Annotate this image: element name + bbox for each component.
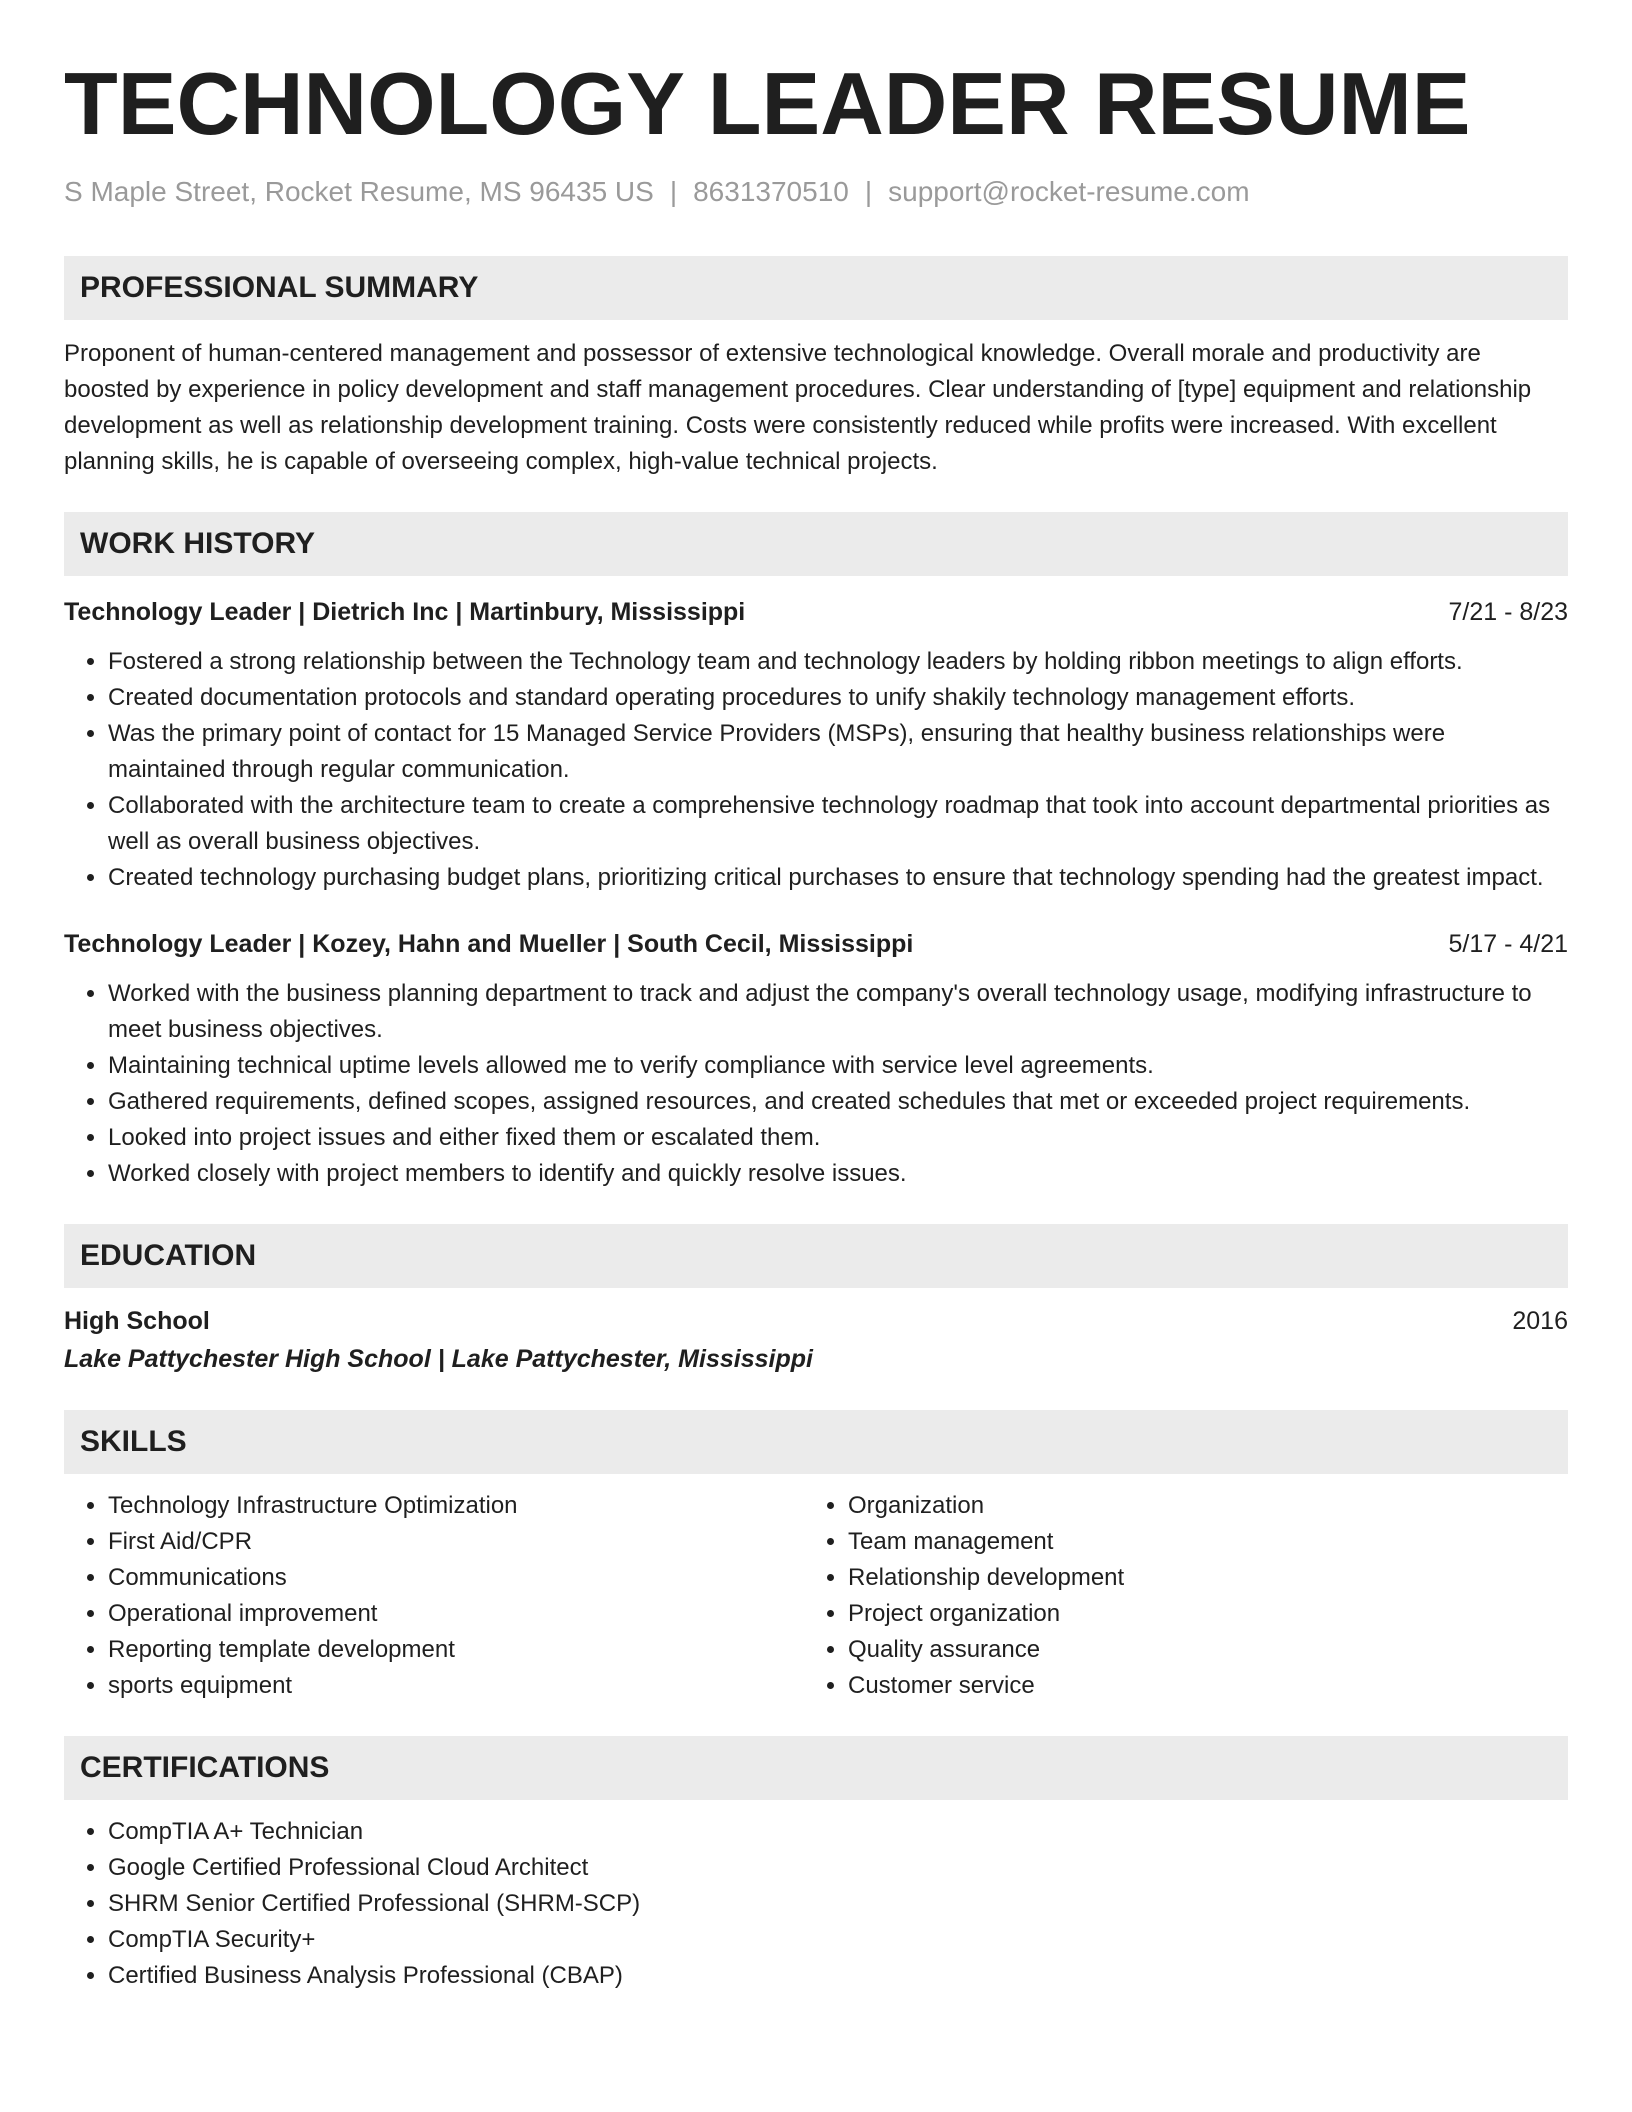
section-heading-summary: PROFESSIONAL SUMMARY [64,256,1568,320]
certification-item: • Google Certified Professional Cloud Architect [108,1850,1568,1886]
contact-address: S Maple Street, Rocket Resume, MS 96435 US [64,175,654,207]
education-entry [64,1302,1568,1378]
job-bullet: • Collaborated with the architecture team to create a comprehensive technology roadmap that took into account departmental priorities as well as overall business objectives. [108,788,1568,860]
certification-item: • CompTIA Security+ [108,1922,1568,1958]
skill-item: • Technology Infrastructure Optimization [108,1488,804,1524]
education-degree: High School [64,1307,210,1336]
job-title: Technology Leader | Kozey, Hahn and Mueller | South Cecil, Mississippi [64,930,914,959]
skill-item: • Relationship development [848,1560,1124,1596]
section-heading-certifications: CERTIFICATIONS [64,1736,1568,1800]
job-dates: 7/21 - 8/23 [1448,598,1568,627]
job-bullet: • Worked with the business planning department to track and adjust the company's overall technology usage, modifying infrastructure to meet business objectives. [108,976,1568,1048]
section-heading-skills: SKILLS [64,1410,1568,1474]
skill-item: • Communications [108,1560,804,1596]
job-bullets [64,644,1568,896]
contact-separator: | [669,175,678,207]
job-bullet: • Looked into project issues and either fixed them or escalated them. [108,1120,1568,1156]
skill-item: • Reporting template development [108,1632,804,1668]
skill-item: • Customer service [848,1668,1124,1704]
contact-separator: | [864,175,873,207]
skills-bullets [804,1488,1124,1704]
skill-item: • Team management [848,1524,1124,1560]
skills-column-left [64,1488,804,1704]
certification-bullets [64,1814,1568,1994]
job-bullet: • Created technology purchasing budget plans, prioritizing critical purchases to ensure that technology spending had the greatest impact. [108,860,1568,896]
job-header [64,926,1568,962]
job-bullet: • Maintaining technical uptime levels allowed me to verify compliance with service level agreements. [108,1048,1568,1084]
contact-email: support@rocket-resume.com [888,175,1250,207]
contact-line [64,175,1568,209]
job-entry [64,594,1568,896]
education-year: 2016 [1512,1307,1568,1336]
certification-item: • Certified Business Analysis Professional (CBAP) [108,1958,1568,1994]
education-header [64,1302,1568,1340]
job-bullet: • Gathered requirements, defined scopes, assigned resources, and created schedules that met or exceeded project requirements. [108,1084,1568,1120]
job-bullet: • Created documentation protocols and standard operating procedures to unify shakily technology management efforts. [108,680,1568,716]
resume-title: TECHNOLOGY LEADER RESUME [64,54,1471,153]
certification-item: • CompTIA A+ Technician [108,1814,1568,1850]
skill-item: • Operational improvement [108,1596,804,1632]
education-school: Lake Pattychester High School | Lake Pattychester, Mississippi [64,1345,813,1374]
job-bullet: • Worked closely with project members to identify and quickly resolve issues. [108,1156,1568,1192]
contact-phone: 8631370510 [693,175,849,207]
section-heading-education: EDUCATION [64,1224,1568,1288]
skills-column-right [804,1488,1124,1704]
skill-item: • sports equipment [108,1668,804,1704]
job-header [64,594,1568,630]
job-title: Technology Leader | Dietrich Inc | Martinbury, Mississippi [64,598,746,627]
job-bullet: • Was the primary point of contact for 15 Managed Service Providers (MSPs), ensuring that healthy business relationships were maintained through regular communication. [108,716,1568,788]
summary-text: Proponent of human-centered management and possessor of extensive technological knowledge. Overall morale and productivity are boosted by experience in policy development and staff management procedures. Clear understanding of [type] equipment and relationship development as well as relationship development training. Costs were consistently reduced while profits were increased. With excellent planning skills, he is capable of overseeing complex, high-value technical projects. [64,340,1532,476]
job-bullets [64,976,1568,1192]
certifications-list [64,1814,1568,1994]
skill-item: • Project organization [848,1596,1124,1632]
job-dates: 5/17 - 4/21 [1448,930,1568,959]
job-bullet: • Fostered a strong relationship between the Technology team and technology leaders by holding ribbon meetings to align efforts. [108,644,1568,680]
skills-bullets [64,1488,804,1704]
skill-item: • Quality assurance [848,1632,1124,1668]
skill-item: • First Aid/CPR [108,1524,804,1560]
section-heading-work-history: WORK HISTORY [64,512,1568,576]
job-entry [64,926,1568,1192]
certification-item: • SHRM Senior Certified Professional (SHRM-SCP) [108,1886,1568,1922]
skill-item: • Organization [848,1488,1124,1524]
skills-list [64,1488,1568,1704]
